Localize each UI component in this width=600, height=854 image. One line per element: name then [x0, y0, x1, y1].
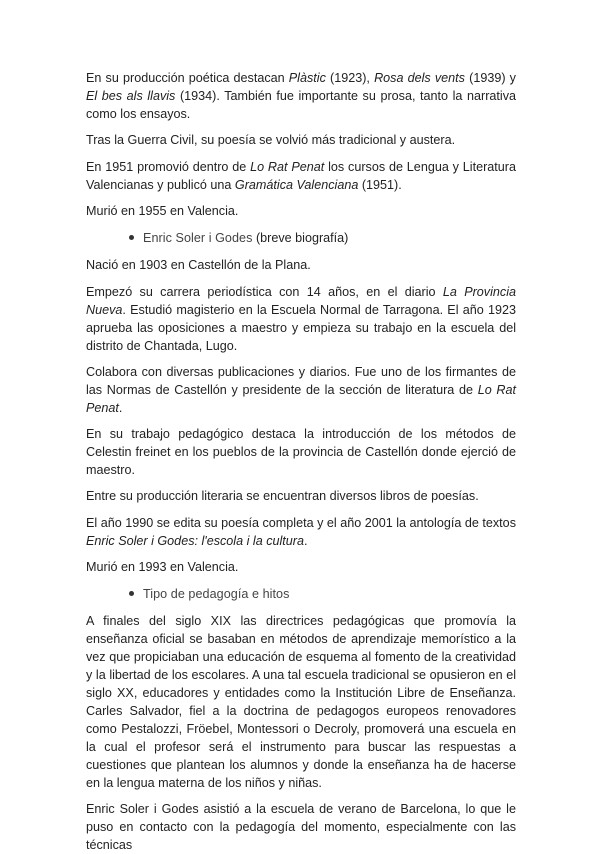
bullet-icon	[129, 591, 134, 596]
paragraph-death-1993: Murió en 1993 en Valencia.	[86, 560, 239, 574]
work-title-anthology: Enric Soler i Godes: l'escola i la cultura	[86, 534, 304, 548]
text-run: (1923),	[325, 71, 375, 85]
work-title-lo-rat-penat: Lo Rat Penat	[86, 383, 516, 415]
paragraph-death-1955: Murió en 1955 en Valencia.	[86, 204, 239, 218]
work-title-gramatica-valenciana: Gramática Valenciana	[234, 178, 359, 192]
text-run: En 1951 promovió dentro de	[86, 160, 251, 174]
work-title-la-provincia-nueva: La Provincia Nueva	[86, 285, 516, 317]
paragraph-summer-school: Enric Soler i Godes asistió a la escuela de verano de Barcelona, lo que le puso en contacto con la pedagogía del momento, especialmente con las técnicas	[86, 802, 516, 852]
paragraph-publications	[86, 363, 516, 417]
paragraph-birth: Nació en 1903 en Castellón de la Plana.	[86, 258, 311, 272]
text-run: . Estudió magisterio en la Escuela Normal de Tarragona. El año 1923 aprueba las oposiciones a maestro y empieza su trabajo en la escuela del distrito de Chantada, Lugo.	[86, 303, 516, 353]
text-run: (1939) y	[464, 71, 516, 85]
work-title-el-bes-als-llavis: El bes als llavis	[86, 89, 176, 103]
text-run: .	[304, 534, 308, 548]
paragraph-career	[86, 283, 516, 355]
text-run: Colabora con diversas publicaciones y diarios. Fue uno de los firmantes de las Normas de Castellón y presidente de la sección de literatura de	[86, 365, 516, 397]
paragraph-pedagogy-work: En su trabajo pedagógico destaca la introducción de los métodos de Celestin freinet en los pueblos de la provincia de Castellón donde ejerció de maestro.	[86, 427, 516, 477]
paragraph-literary-production: Entre su producción literaria se encuentran diversos libros de poesías.	[86, 489, 479, 503]
bullet-icon	[129, 235, 134, 240]
text-run: Empezó su carrera periodística con 14 años, en el diario	[86, 285, 443, 299]
work-title-lo-rat-penat: Lo Rat Penat	[250, 160, 325, 174]
text-run: (1951).	[358, 178, 402, 192]
text-run: los cursos de Lengua y Literatura Valencianas y publicó una	[86, 160, 516, 192]
section-heading-pedagogy	[143, 585, 516, 603]
paragraph-civil-war: Tras la Guerra Civil, su poesía se volvió más tradicional y austera.	[86, 133, 456, 147]
paragraph-1951	[86, 158, 516, 194]
text-run: (1934). También fue importante su prosa, tanto la narrativa como los ensayos.	[86, 89, 517, 121]
section-heading-subtitle: (breve biografía)	[252, 231, 349, 245]
text-run: El año 1990 se edita su poesía completa y el año 2001 la antología de textos	[86, 516, 516, 530]
paragraph-1990	[86, 514, 516, 550]
section-heading-enric-soler	[143, 229, 516, 247]
section-heading-name: Tipo de pedagogía e hitos	[143, 587, 290, 601]
paragraph-poetic-production	[86, 69, 516, 123]
work-title-plastic: Plàstic	[288, 71, 326, 85]
work-title-rosa-dels-vents: Rosa dels vents	[374, 71, 465, 85]
section-heading-name: Enric Soler i Godes	[143, 231, 253, 245]
text-run: En su producción poética destacan	[86, 71, 289, 85]
paragraph-19th-century: A finales del siglo XIX las directrices pedagógicas que promovía la enseñanza oficial se basaban en métodos de aprendizaje memorístico a la vez que propiciaban una educación de esquema al fomento de la creatividad y la libertad de los escolares. A una tal escuela tradicional se opusieron en el siglo XX, educadores y entidades como la Institución Libre de Enseñanza. Carles Salvador, fiel a la doctrina de pedagogos europeos renovadores como Pestalozzi, Fröebel, Montessori o Decroly, promoverá una escuela en la cual el profesor será el instrumento para buscar las respuestas a cuestiones que plantean los alumnos y donde la enseñanza ha de hacerse en la lengua materna de los niños y niñas.	[86, 614, 516, 790]
text-run: .	[118, 401, 123, 415]
